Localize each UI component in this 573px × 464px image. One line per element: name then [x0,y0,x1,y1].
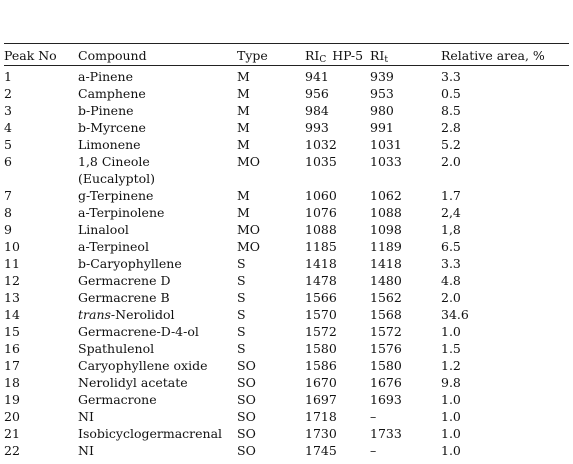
table-row [4,238,569,255]
compound-name: -Nerolidol [110,307,175,322]
cell-peak: 9 [4,222,12,237]
cell-type: M [237,86,250,101]
compound-name: Germacrone [78,392,157,407]
cell-peak: 21 [4,426,20,441]
cell-type: M [237,103,250,118]
cell-peak: 19 [4,392,20,407]
table-row [4,357,569,374]
compound-name: b-Myrcene [78,120,146,135]
cell-compound [78,357,207,374]
cell-ric: 1035 [305,154,337,169]
cell-compound [78,136,141,153]
cell-rit: 953 [370,86,394,101]
header-rit-main: RI [370,48,385,63]
cell-area: 1.0 [441,409,461,424]
compound-name: a-Terpinolene [78,205,165,220]
cell-ric: 1586 [305,358,337,373]
table-row [4,119,569,136]
cell-peak: 10 [4,239,20,254]
cell-type: SO [237,358,256,373]
table-header-row [4,45,569,65]
cell-peak: 20 [4,409,20,424]
cell-compound [78,323,199,340]
cell-type: S [237,341,246,356]
cell-rit: 1733 [370,426,402,441]
table-row [4,306,569,323]
cell-ric: 1088 [305,222,337,237]
cell-rit: 1098 [370,222,402,237]
cell-peak: 12 [4,273,20,288]
cell-type: S [237,324,246,339]
cell-area: 3.3 [441,256,461,271]
table-top-rule [4,43,569,44]
cell-area: 1.0 [441,443,461,458]
table-row [4,289,569,306]
cell-compound [78,204,164,221]
cell-peak: 8 [4,205,12,220]
table-row [4,442,569,459]
cell-ric: 956 [305,86,329,101]
cell-peak: 14 [4,307,20,322]
cell-compound [78,238,149,255]
cell-type: MO [237,154,261,169]
cell-area: 1.2 [441,358,461,373]
compound-name: g-Terpinene [78,188,154,203]
table-row [4,68,569,85]
cell-compound [78,102,134,119]
cell-type: M [237,69,250,84]
cell-compound [78,391,157,408]
cell-compound [78,221,129,238]
table-row [4,391,569,408]
cell-compound [78,272,170,289]
cell-type: MO [237,239,261,254]
header-ric-tail: HP-5 [332,48,364,63]
cell-peak: 18 [4,375,20,390]
header-ric-sub: C [319,55,327,65]
cell-rit: – [370,409,377,424]
cell-peak: 13 [4,290,20,305]
cell-area: 1.0 [441,392,461,407]
cell-ric: 1697 [305,392,337,407]
cell-rit: 1572 [370,324,402,339]
compound-name: a-Terpineol [78,239,149,254]
table-row [4,272,569,289]
cell-peak: 6 [4,154,12,169]
cell-rit: 939 [370,69,394,84]
cell-area: 34.6 [441,307,469,322]
cell-ric: 1418 [305,256,337,271]
cell-compound [78,187,153,204]
cell-compound [78,119,146,136]
compound-name: Limonene [78,137,141,152]
cell-rit: 1676 [370,375,402,390]
compound-name: a-Pinene [78,69,133,84]
table-row [4,255,569,272]
compound-name: Nerolidyl acetate [78,375,188,390]
cell-type: S [237,307,246,322]
cell-rit: 1580 [370,358,402,373]
cell-rit: 991 [370,120,394,135]
cell-area: 2,4 [441,205,461,220]
compound-name: Germacrene B [78,290,170,305]
cell-rit: 980 [370,103,394,118]
table-row [4,187,569,204]
compound-name: b-Caryophyllene [78,256,182,271]
cell-type: S [237,290,246,305]
cell-peak: 7 [4,188,12,203]
compound-name: NI [78,409,94,424]
cell-peak: 3 [4,103,12,118]
cell-peak: 1 [4,69,12,84]
cell-area: 1.0 [441,324,461,339]
cell-ric: 1570 [305,307,337,322]
cell-rit: 1568 [370,307,402,322]
compound-name: Spathulenol [78,341,155,356]
cell-compound [78,255,182,272]
table-row [4,85,569,102]
cell-compound [78,289,170,306]
cell-area: 6.5 [441,239,461,254]
table-row [4,408,569,425]
cell-ric: 1032 [305,137,337,152]
table-row [4,221,569,238]
cell-area: 4.8 [441,273,461,288]
header-compound: Compound [78,48,147,63]
cell-ric: 1185 [305,239,337,254]
compound-name: Camphene [78,86,146,101]
cell-type: M [237,120,250,135]
table-row [4,102,569,119]
cell-compound [78,374,188,391]
cell-peak: 17 [4,358,20,373]
header-type: Type [237,48,268,63]
cell-compound [78,306,175,323]
cell-ric: 1478 [305,273,337,288]
header-peak: Peak No [4,48,57,63]
compound-name: Germacrene D [78,273,171,288]
cell-peak: 15 [4,324,20,339]
cell-area: 1,8 [441,222,461,237]
header-ric-main: RI [305,48,320,63]
cell-peak: 4 [4,120,12,135]
table-row [4,204,569,221]
cell-peak: 22 [4,443,20,458]
cell-compound [78,442,94,459]
cell-type: SO [237,409,256,424]
compound-prefix-italic: trans [78,307,111,322]
compound-name-line2: (Eucalyptol) [78,171,155,186]
table-row [4,136,569,153]
cell-ric: 1076 [305,205,337,220]
compound-name: 1,8 Cineole [78,154,150,169]
table-row [4,425,569,442]
cell-rit: 1189 [370,239,402,254]
header-area: Relative area, % [441,48,545,63]
cell-rit: 1418 [370,256,402,271]
cell-compound [78,408,94,425]
cell-rit: – [370,443,377,458]
cell-peak: 5 [4,137,12,152]
cell-type: SO [237,426,256,441]
cell-type: S [237,256,246,271]
cell-compound [78,153,155,187]
cell-ric: 1060 [305,188,337,203]
cell-compound [78,68,133,85]
cell-ric: 1670 [305,375,337,390]
cell-area: 8.5 [441,103,461,118]
cell-type: S [237,273,246,288]
cell-ric: 1580 [305,341,337,356]
cell-compound [78,425,222,442]
compound-name: Linalool [78,222,129,237]
cell-area: 1.5 [441,341,461,356]
cell-area: 2.0 [441,154,461,169]
cell-peak: 2 [4,86,12,101]
cell-type: SO [237,392,256,407]
cell-area: 1.0 [441,426,461,441]
cell-rit: 1576 [370,341,402,356]
cell-ric: 1566 [305,290,337,305]
table-row [4,323,569,340]
cell-rit: 1562 [370,290,402,305]
table-row [4,374,569,391]
cell-rit: 1480 [370,273,402,288]
compound-name: b-Pinene [78,103,134,118]
cell-rit: 1033 [370,154,402,169]
table-row [4,153,569,187]
cell-area: 2.0 [441,290,461,305]
cell-ric: 1718 [305,409,337,424]
compound-name: NI [78,443,94,458]
cell-area: 9.8 [441,375,461,390]
cell-compound [78,85,146,102]
cell-type: M [237,205,250,220]
cell-type: MO [237,222,261,237]
cell-area: 2.8 [441,120,461,135]
table-header-rule [4,65,569,66]
cell-area: 0.5 [441,86,461,101]
cell-ric: 1572 [305,324,337,339]
cell-peak: 16 [4,341,20,356]
compound-name: Caryophyllene oxide [78,358,208,373]
cell-type: SO [237,443,256,458]
cell-ric: 1745 [305,443,337,458]
cell-ric: 984 [305,103,329,118]
cell-type: M [237,137,250,152]
cell-rit: 1031 [370,137,402,152]
cell-area: 5.2 [441,137,461,152]
cell-type: SO [237,375,256,390]
cell-ric: 993 [305,120,329,135]
compound-name: Isobicyclogermacrenal [78,426,223,441]
cell-rit: 1062 [370,188,402,203]
table-row [4,340,569,357]
cell-area: 3.3 [441,69,461,84]
cell-ric: 941 [305,69,329,84]
cell-rit: 1088 [370,205,402,220]
cell-type: M [237,188,250,203]
compound-name: Germacrene-D-4-ol [78,324,199,339]
header-rit-sub: t [384,55,388,65]
cell-ric: 1730 [305,426,337,441]
cell-area: 1.7 [441,188,461,203]
cell-rit: 1693 [370,392,402,407]
cell-compound [78,340,154,357]
cell-peak: 11 [4,256,20,271]
